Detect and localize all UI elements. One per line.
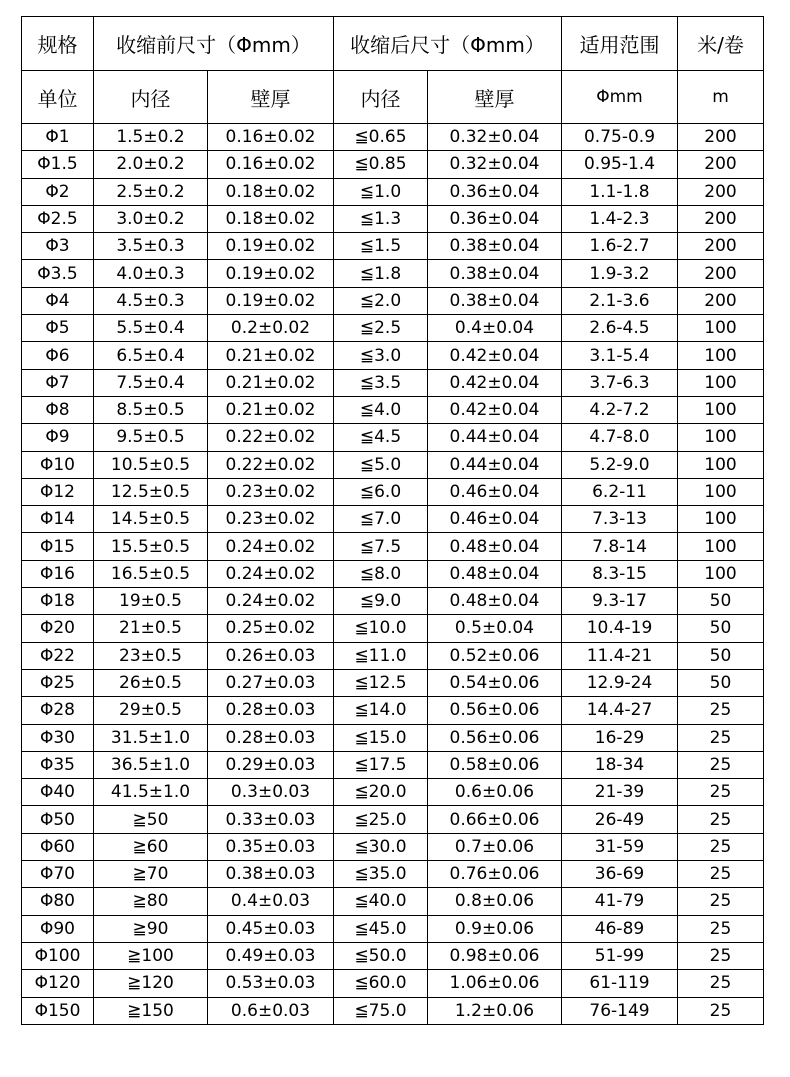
cell-range: 9.3-17 [562, 588, 678, 615]
cell-before-id: 8.5±0.5 [94, 396, 208, 423]
subheader-before-wall: 壁厚 [208, 71, 334, 124]
cell-after-wall: 0.66±0.06 [428, 806, 562, 833]
cell-per-roll: 100 [678, 560, 764, 587]
cell-before-wall: 0.24±0.02 [208, 588, 334, 615]
cell-before-wall: 0.26±0.03 [208, 642, 334, 669]
table-row [22, 833, 764, 860]
cell-before-id: 4.5±0.3 [94, 287, 208, 314]
cell-range: 21-39 [562, 779, 678, 806]
cell-per-roll: 200 [678, 205, 764, 232]
cell-before-wall: 0.28±0.03 [208, 697, 334, 724]
cell-spec: Φ30 [22, 724, 94, 751]
header-range: 适用范围 [562, 17, 678, 71]
cell-before-wall: 0.19±0.02 [208, 287, 334, 314]
table-row [22, 478, 764, 505]
cell-before-id: ≧150 [94, 997, 208, 1024]
cell-spec: Φ2.5 [22, 205, 94, 232]
cell-per-roll: 25 [678, 942, 764, 969]
header-after-size: 收缩后尺寸（Φmm） [334, 17, 562, 71]
cell-before-wall: 0.23±0.02 [208, 506, 334, 533]
cell-before-wall: 0.49±0.03 [208, 942, 334, 969]
cell-per-roll: 100 [678, 506, 764, 533]
subheader-after-id: 内径 [334, 71, 428, 124]
cell-after-wall: 0.9±0.06 [428, 915, 562, 942]
cell-range: 4.7-8.0 [562, 424, 678, 451]
cell-per-roll: 25 [678, 751, 764, 778]
cell-after-id: ≦6.0 [334, 478, 428, 505]
cell-before-wall: 0.19±0.02 [208, 233, 334, 260]
cell-spec: Φ8 [22, 396, 94, 423]
cell-per-roll: 25 [678, 779, 764, 806]
cell-before-wall: 0.18±0.02 [208, 178, 334, 205]
cell-spec: Φ14 [22, 506, 94, 533]
cell-after-id: ≦1.0 [334, 178, 428, 205]
table-row [22, 533, 764, 560]
cell-before-id: 3.0±0.2 [94, 205, 208, 232]
cell-after-wall: 0.42±0.04 [428, 396, 562, 423]
table-row [22, 997, 764, 1024]
cell-range: 12.9-24 [562, 669, 678, 696]
cell-spec: Φ3.5 [22, 260, 94, 287]
spec-table [21, 16, 764, 1025]
cell-range: 41-79 [562, 888, 678, 915]
cell-after-id: ≦40.0 [334, 888, 428, 915]
cell-after-id: ≦2.0 [334, 287, 428, 314]
cell-after-id: ≦1.5 [334, 233, 428, 260]
cell-range: 14.4-27 [562, 697, 678, 724]
cell-spec: Φ16 [22, 560, 94, 587]
cell-per-roll: 200 [678, 151, 764, 178]
cell-after-wall: 1.2±0.06 [428, 997, 562, 1024]
cell-per-roll: 25 [678, 915, 764, 942]
cell-before-id: 15.5±0.5 [94, 533, 208, 560]
cell-before-id: 10.5±0.5 [94, 451, 208, 478]
cell-per-roll: 100 [678, 478, 764, 505]
cell-range: 8.3-15 [562, 560, 678, 587]
table-row [22, 178, 764, 205]
cell-spec: Φ15 [22, 533, 94, 560]
cell-per-roll: 100 [678, 315, 764, 342]
cell-before-wall: 0.28±0.03 [208, 724, 334, 751]
cell-range: 1.4-2.3 [562, 205, 678, 232]
table-row [22, 124, 764, 151]
cell-before-wall: 0.3±0.03 [208, 779, 334, 806]
cell-before-id: 19±0.5 [94, 588, 208, 615]
subheader-roll-unit: m [678, 71, 764, 124]
table-row [22, 861, 764, 888]
cell-after-wall: 0.38±0.04 [428, 287, 562, 314]
cell-after-wall: 1.06±0.06 [428, 970, 562, 997]
cell-per-roll: 25 [678, 997, 764, 1024]
cell-spec: Φ1.5 [22, 151, 94, 178]
cell-range: 5.2-9.0 [562, 451, 678, 478]
cell-before-wall: 0.4±0.03 [208, 888, 334, 915]
header-before-size: 收缩前尺寸（Φmm） [94, 17, 334, 71]
cell-before-wall: 0.16±0.02 [208, 124, 334, 151]
cell-per-roll: 100 [678, 396, 764, 423]
cell-after-id: ≦7.0 [334, 506, 428, 533]
cell-range: 46-89 [562, 915, 678, 942]
subheader-row [22, 71, 764, 124]
cell-before-id: 21±0.5 [94, 615, 208, 642]
cell-before-wall: 0.22±0.02 [208, 424, 334, 451]
cell-spec: Φ18 [22, 588, 94, 615]
cell-after-id: ≦5.0 [334, 451, 428, 478]
cell-before-wall: 0.45±0.03 [208, 915, 334, 942]
table-row [22, 260, 764, 287]
cell-per-roll: 25 [678, 697, 764, 724]
cell-before-id: ≧70 [94, 861, 208, 888]
cell-range: 26-49 [562, 806, 678, 833]
cell-range: 4.2-7.2 [562, 396, 678, 423]
cell-spec: Φ12 [22, 478, 94, 505]
cell-spec: Φ3 [22, 233, 94, 260]
table-row [22, 424, 764, 451]
cell-after-wall: 0.58±0.06 [428, 751, 562, 778]
cell-per-roll: 200 [678, 260, 764, 287]
cell-spec: Φ2 [22, 178, 94, 205]
cell-after-wall: 0.52±0.06 [428, 642, 562, 669]
cell-per-roll: 200 [678, 124, 764, 151]
cell-after-wall: 0.56±0.06 [428, 697, 562, 724]
cell-per-roll: 50 [678, 588, 764, 615]
subheader-after-wall: 壁厚 [428, 71, 562, 124]
cell-range: 1.9-3.2 [562, 260, 678, 287]
cell-range: 1.6-2.7 [562, 233, 678, 260]
subheader-before-id: 内径 [94, 71, 208, 124]
cell-per-roll: 100 [678, 369, 764, 396]
cell-range: 0.75-0.9 [562, 124, 678, 151]
cell-before-wall: 0.22±0.02 [208, 451, 334, 478]
cell-before-id: 9.5±0.5 [94, 424, 208, 451]
cell-before-id: 6.5±0.4 [94, 342, 208, 369]
cell-after-id: ≦10.0 [334, 615, 428, 642]
cell-before-wall: 0.29±0.03 [208, 751, 334, 778]
cell-after-id: ≦30.0 [334, 833, 428, 860]
cell-after-id: ≦9.0 [334, 588, 428, 615]
cell-after-id: ≦2.5 [334, 315, 428, 342]
table-row [22, 205, 764, 232]
header-spec: 规格 [22, 17, 94, 71]
cell-spec: Φ120 [22, 970, 94, 997]
cell-before-id: 3.5±0.3 [94, 233, 208, 260]
cell-after-id: ≦0.65 [334, 124, 428, 151]
cell-before-id: 4.0±0.3 [94, 260, 208, 287]
cell-before-id: ≧80 [94, 888, 208, 915]
cell-before-id: 31.5±1.0 [94, 724, 208, 751]
table-row [22, 233, 764, 260]
cell-before-id: ≧50 [94, 806, 208, 833]
cell-range: 7.8-14 [562, 533, 678, 560]
cell-before-wall: 0.2±0.02 [208, 315, 334, 342]
cell-after-wall: 0.42±0.04 [428, 369, 562, 396]
cell-after-id: ≦8.0 [334, 560, 428, 587]
cell-after-id: ≦1.3 [334, 205, 428, 232]
cell-range: 3.1-5.4 [562, 342, 678, 369]
cell-before-wall: 0.23±0.02 [208, 478, 334, 505]
cell-before-wall: 0.27±0.03 [208, 669, 334, 696]
cell-before-wall: 0.21±0.02 [208, 342, 334, 369]
subheader-unit: 单位 [22, 71, 94, 124]
cell-before-id: 7.5±0.4 [94, 369, 208, 396]
cell-before-id: ≧90 [94, 915, 208, 942]
cell-range: 2.1-3.6 [562, 287, 678, 314]
cell-range: 3.7-6.3 [562, 369, 678, 396]
cell-spec: Φ50 [22, 806, 94, 833]
table-row [22, 369, 764, 396]
cell-after-wall: 0.42±0.04 [428, 342, 562, 369]
cell-before-id: ≧100 [94, 942, 208, 969]
cell-range: 11.4-21 [562, 642, 678, 669]
cell-before-id: 12.5±0.5 [94, 478, 208, 505]
cell-after-id: ≦20.0 [334, 779, 428, 806]
cell-after-wall: 0.54±0.06 [428, 669, 562, 696]
cell-before-wall: 0.38±0.03 [208, 861, 334, 888]
table-row [22, 315, 764, 342]
cell-after-wall: 0.98±0.06 [428, 942, 562, 969]
table-row [22, 942, 764, 969]
cell-per-roll: 25 [678, 888, 764, 915]
cell-range: 10.4-19 [562, 615, 678, 642]
cell-range: 51-99 [562, 942, 678, 969]
table-row [22, 779, 764, 806]
cell-after-id: ≦45.0 [334, 915, 428, 942]
cell-spec: Φ10 [22, 451, 94, 478]
cell-before-id: ≧60 [94, 833, 208, 860]
cell-after-wall: 0.6±0.06 [428, 779, 562, 806]
cell-after-id: ≦14.0 [334, 697, 428, 724]
cell-before-wall: 0.21±0.02 [208, 369, 334, 396]
cell-per-roll: 200 [678, 233, 764, 260]
cell-range: 7.3-13 [562, 506, 678, 533]
table-row [22, 287, 764, 314]
cell-per-roll: 200 [678, 178, 764, 205]
cell-after-id: ≦25.0 [334, 806, 428, 833]
cell-after-id: ≦11.0 [334, 642, 428, 669]
cell-before-id: 16.5±0.5 [94, 560, 208, 587]
cell-before-wall: 0.33±0.03 [208, 806, 334, 833]
cell-after-wall: 0.7±0.06 [428, 833, 562, 860]
cell-spec: Φ60 [22, 833, 94, 860]
cell-per-roll: 25 [678, 806, 764, 833]
cell-spec: Φ4 [22, 287, 94, 314]
cell-before-id: 41.5±1.0 [94, 779, 208, 806]
cell-before-id: 2.5±0.2 [94, 178, 208, 205]
table-row [22, 970, 764, 997]
cell-before-wall: 0.25±0.02 [208, 615, 334, 642]
table-row [22, 915, 764, 942]
cell-spec: Φ35 [22, 751, 94, 778]
cell-spec: Φ5 [22, 315, 94, 342]
cell-after-wall: 0.46±0.04 [428, 478, 562, 505]
cell-spec: Φ28 [22, 697, 94, 724]
cell-after-wall: 0.48±0.04 [428, 560, 562, 587]
cell-before-wall: 0.19±0.02 [208, 260, 334, 287]
table-row [22, 724, 764, 751]
table-row [22, 888, 764, 915]
table-row [22, 151, 764, 178]
cell-after-id: ≦12.5 [334, 669, 428, 696]
header-per-roll: 米/卷 [678, 17, 764, 71]
cell-after-wall: 0.36±0.04 [428, 205, 562, 232]
cell-spec: Φ1 [22, 124, 94, 151]
table-row [22, 451, 764, 478]
cell-range: 1.1-1.8 [562, 178, 678, 205]
cell-per-roll: 200 [678, 287, 764, 314]
cell-per-roll: 25 [678, 833, 764, 860]
cell-per-roll: 100 [678, 424, 764, 451]
cell-spec: Φ70 [22, 861, 94, 888]
cell-after-id: ≦4.0 [334, 396, 428, 423]
cell-after-id: ≦0.85 [334, 151, 428, 178]
cell-spec: Φ80 [22, 888, 94, 915]
table-row [22, 806, 764, 833]
cell-before-wall: 0.24±0.02 [208, 560, 334, 587]
cell-after-wall: 0.32±0.04 [428, 124, 562, 151]
cell-after-id: ≦35.0 [334, 861, 428, 888]
cell-before-wall: 0.53±0.03 [208, 970, 334, 997]
cell-after-wall: 0.5±0.04 [428, 615, 562, 642]
cell-before-id: 1.5±0.2 [94, 124, 208, 151]
subheader-range-unit: Φmm [562, 71, 678, 124]
cell-range: 2.6-4.5 [562, 315, 678, 342]
table-row [22, 588, 764, 615]
cell-per-roll: 25 [678, 970, 764, 997]
header-row [22, 17, 764, 71]
cell-per-roll: 25 [678, 861, 764, 888]
cell-after-id: ≦17.5 [334, 751, 428, 778]
cell-before-id: 26±0.5 [94, 669, 208, 696]
cell-range: 31-59 [562, 833, 678, 860]
table-row [22, 642, 764, 669]
cell-per-roll: 100 [678, 342, 764, 369]
table-row [22, 560, 764, 587]
cell-after-id: ≦75.0 [334, 997, 428, 1024]
cell-range: 18-34 [562, 751, 678, 778]
table-row [22, 396, 764, 423]
cell-spec: Φ9 [22, 424, 94, 451]
table-row [22, 615, 764, 642]
cell-spec: Φ90 [22, 915, 94, 942]
cell-after-wall: 0.48±0.04 [428, 588, 562, 615]
cell-before-wall: 0.35±0.03 [208, 833, 334, 860]
cell-after-wall: 0.76±0.06 [428, 861, 562, 888]
cell-after-wall: 0.38±0.04 [428, 260, 562, 287]
cell-per-roll: 100 [678, 451, 764, 478]
cell-after-id: ≦60.0 [334, 970, 428, 997]
cell-after-id: ≦3.0 [334, 342, 428, 369]
cell-after-wall: 0.46±0.04 [428, 506, 562, 533]
cell-before-id: ≧120 [94, 970, 208, 997]
cell-after-id: ≦15.0 [334, 724, 428, 751]
table-row [22, 342, 764, 369]
cell-range: 76-149 [562, 997, 678, 1024]
cell-after-wall: 0.38±0.04 [428, 233, 562, 260]
cell-range: 16-29 [562, 724, 678, 751]
cell-spec: Φ20 [22, 615, 94, 642]
cell-range: 6.2-11 [562, 478, 678, 505]
table-row [22, 697, 764, 724]
cell-spec: Φ150 [22, 997, 94, 1024]
cell-after-wall: 0.8±0.06 [428, 888, 562, 915]
cell-range: 0.95-1.4 [562, 151, 678, 178]
cell-before-id: 29±0.5 [94, 697, 208, 724]
cell-after-wall: 0.44±0.04 [428, 451, 562, 478]
table-row [22, 506, 764, 533]
cell-before-id: 14.5±0.5 [94, 506, 208, 533]
cell-after-id: ≦50.0 [334, 942, 428, 969]
cell-spec: Φ6 [22, 342, 94, 369]
cell-after-id: ≦7.5 [334, 533, 428, 560]
cell-spec: Φ25 [22, 669, 94, 696]
cell-before-wall: 0.18±0.02 [208, 205, 334, 232]
table-row [22, 751, 764, 778]
cell-after-id: ≦4.5 [334, 424, 428, 451]
cell-per-roll: 50 [678, 615, 764, 642]
cell-after-wall: 0.56±0.06 [428, 724, 562, 751]
cell-before-wall: 0.24±0.02 [208, 533, 334, 560]
cell-spec: Φ22 [22, 642, 94, 669]
cell-before-id: 36.5±1.0 [94, 751, 208, 778]
cell-per-roll: 50 [678, 669, 764, 696]
cell-after-wall: 0.32±0.04 [428, 151, 562, 178]
cell-per-roll: 25 [678, 724, 764, 751]
cell-range: 36-69 [562, 861, 678, 888]
cell-per-roll: 50 [678, 642, 764, 669]
cell-range: 61-119 [562, 970, 678, 997]
cell-after-wall: 0.44±0.04 [428, 424, 562, 451]
cell-before-wall: 0.6±0.03 [208, 997, 334, 1024]
cell-spec: Φ40 [22, 779, 94, 806]
cell-per-roll: 100 [678, 533, 764, 560]
cell-after-wall: 0.4±0.04 [428, 315, 562, 342]
cell-after-wall: 0.36±0.04 [428, 178, 562, 205]
cell-after-id: ≦3.5 [334, 369, 428, 396]
cell-before-id: 23±0.5 [94, 642, 208, 669]
cell-before-id: 5.5±0.4 [94, 315, 208, 342]
cell-after-wall: 0.48±0.04 [428, 533, 562, 560]
cell-before-id: 2.0±0.2 [94, 151, 208, 178]
cell-before-wall: 0.21±0.02 [208, 396, 334, 423]
cell-spec: Φ100 [22, 942, 94, 969]
table-row [22, 669, 764, 696]
cell-before-wall: 0.16±0.02 [208, 151, 334, 178]
cell-after-id: ≦1.8 [334, 260, 428, 287]
cell-spec: Φ7 [22, 369, 94, 396]
